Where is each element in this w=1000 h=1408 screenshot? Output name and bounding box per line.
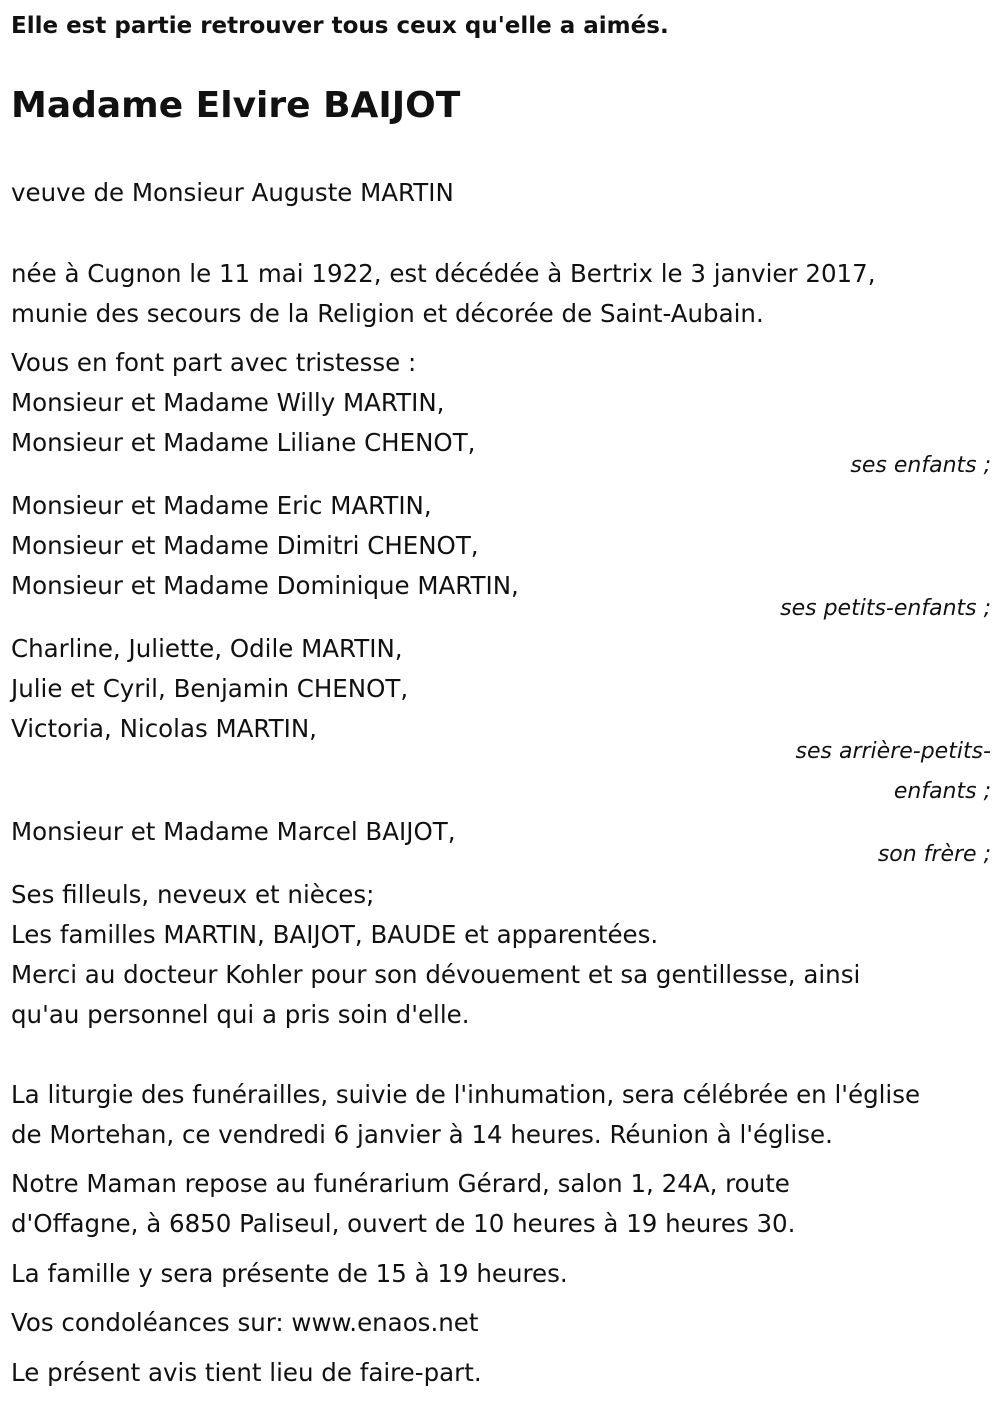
family-member: Monsieur et Madame Eric MARTIN, bbox=[11, 491, 432, 520]
closing-line: Le présent avis tient lieu de faire-part. bbox=[11, 1358, 482, 1387]
funeral-line: La liturgie des funérailles, suivie de l'inhumation, sera célébrée en l'église bbox=[11, 1080, 921, 1109]
announcement-intro: Vous en font part avec tristesse : bbox=[11, 348, 417, 377]
thanks-line: Merci au docteur Kohler pour son dévouement et sa gentillesse, ainsi bbox=[11, 960, 861, 989]
epigraph: Elle est partie retrouver tous ceux qu'elle a aimés. bbox=[11, 13, 669, 39]
family-member: Monsieur et Madame Marcel BAIJOT, bbox=[11, 817, 456, 846]
family-member: Monsieur et Madame Willy MARTIN, bbox=[11, 388, 445, 417]
funeral-line: de Mortehan, ce vendredi 6 janvier à 14 heures. Réunion à l'église. bbox=[11, 1120, 833, 1149]
thanks-line: qu'au personnel qui a pris soin d'elle. bbox=[11, 1000, 470, 1029]
relation-label: ses enfants ; bbox=[850, 453, 991, 478]
family-member: Julie et Cyril, Benjamin CHENOT, bbox=[11, 674, 409, 703]
family-member: Monsieur et Madame Dominique MARTIN, bbox=[11, 571, 519, 600]
birth-death-line: munie des secours de la Religion et décorée de Saint-Aubain. bbox=[11, 299, 764, 328]
family-member: Monsieur et Madame Liliane CHENOT, bbox=[11, 428, 476, 457]
spouse-line: veuve de Monsieur Auguste MARTIN bbox=[11, 178, 454, 207]
relation-label: ses arrière-petits- bbox=[795, 739, 991, 764]
condolences-line: Vos condoléances sur: www.enaos.net bbox=[11, 1308, 479, 1337]
deceased-name: Madame Elvire BAIJOT bbox=[11, 85, 461, 126]
relation-label: ses petits-enfants ; bbox=[780, 596, 991, 621]
family-presence: La famille y sera présente de 15 à 19 heures. bbox=[11, 1259, 568, 1288]
birth-death-line: née à Cugnon le 11 mai 1922, est décédée à Bertrix le 3 janvier 2017, bbox=[11, 259, 876, 288]
funerarium-line: d'Offagne, à 6850 Paliseul, ouvert de 10 heures à 19 heures 30. bbox=[11, 1209, 796, 1238]
family-member: Charline, Juliette, Odile MARTIN, bbox=[11, 634, 403, 663]
other-family-line: Les familles MARTIN, BAIJOT, BAUDE et apparentées. bbox=[11, 920, 659, 949]
funerarium-line: Notre Maman repose au funérarium Gérard, salon 1, 24A, route bbox=[11, 1169, 790, 1198]
family-member: Victoria, Nicolas MARTIN, bbox=[11, 714, 317, 743]
family-member: Monsieur et Madame Dimitri CHENOT, bbox=[11, 531, 479, 560]
relation-label: enfants ; bbox=[893, 779, 991, 804]
relation-label: son frère ; bbox=[877, 842, 991, 867]
other-family-line: Ses filleuls, neveux et nièces; bbox=[11, 880, 375, 909]
